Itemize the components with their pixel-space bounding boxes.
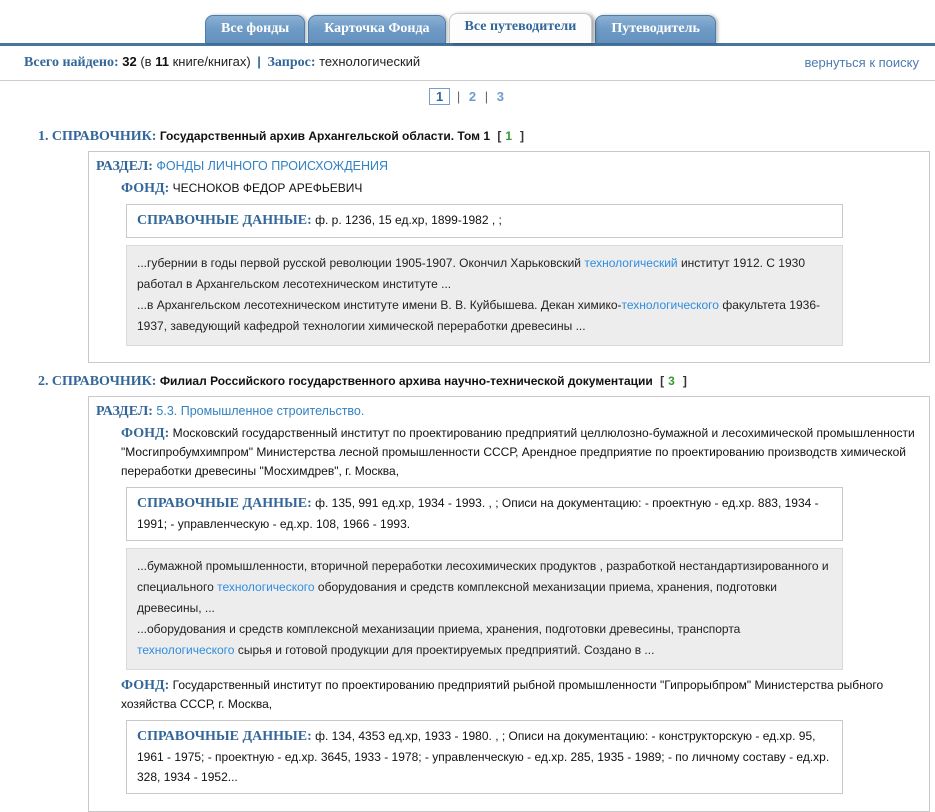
books-prefix: (в xyxy=(140,54,152,69)
found-count: 32 xyxy=(122,54,137,69)
refdata-label: СПРАВОЧНЫЕ ДАННЫЕ: xyxy=(137,729,312,744)
pagination-page-3[interactable]: 3 xyxy=(496,89,504,104)
handbook-title: Филиал Российского государственного архива научно-технической документации xyxy=(159,374,653,388)
reference-data-box xyxy=(126,487,843,541)
tab-fund-card[interactable]: Карточка Фонда xyxy=(308,15,445,43)
pagination-current-page: 1 xyxy=(429,88,450,105)
fund-line xyxy=(121,676,927,714)
section-line xyxy=(96,404,929,420)
refdata-label: СПРАВОЧНЫЕ ДАННЫЕ: xyxy=(137,496,312,511)
fund-label: ФОНД: xyxy=(121,678,170,693)
fund-block xyxy=(121,424,927,670)
reference-data-box xyxy=(126,204,843,238)
count-bracket-open: [ xyxy=(497,129,502,143)
snippet-box xyxy=(126,245,843,346)
result-box xyxy=(88,396,930,812)
query-value: технологический xyxy=(319,54,421,69)
count-bracket-open: [ xyxy=(660,374,665,388)
fund-name: Московский государственный институт по проектированию предприятий целлюлозно-бумажной и лесохимической промышленности "Мосгипробумхимпром" Министерства лесной промышленности СССР, Арендное предприятие по проектированию производств химической переработки древесины "Мосхимдрев", г. Москва, xyxy=(121,426,915,478)
books-count: 11 xyxy=(155,54,169,69)
fund-block xyxy=(121,179,927,346)
tab-all-funds[interactable]: Все фонды xyxy=(205,15,305,43)
result-header xyxy=(38,128,930,145)
refdata-value: ф. 134, 4353 ед.хр, 1933 - 1980. , ; Описи на документацию: - конструкторскую - ед.хр. 95, 1961 - 1975; - проектную - ед.хр. 3645, 1933 - 1978; - управленческую - ед.хр. 285, 1935 - 1989; - по личному составу - ед.хр. 328, 1934 - 1952... xyxy=(137,729,830,784)
tab-all-guides[interactable]: Все путеводители xyxy=(449,13,593,43)
results-list xyxy=(0,110,935,812)
pagination-separator: | xyxy=(484,89,489,104)
back-to-search-link[interactable]: вернуться к поиску xyxy=(804,55,919,70)
refdata-value: ф. р. 1236, 15 ед.хр, 1899-1982 , ; xyxy=(315,213,502,227)
count-bracket-close: ] xyxy=(520,129,525,143)
hit-count[interactable]: 3 xyxy=(668,374,675,388)
result-header xyxy=(38,373,930,390)
section-label: РАЗДЕЛ: xyxy=(96,404,153,419)
search-results-page xyxy=(0,14,935,784)
snippet-fragment: ...бумажной промышленности, вторичной переработки лесохимических продуктов , разработкой нестандартизированного и специального технологического оборудования и средств комплексной механизации приема, хранения, подготовки древесины, ... xyxy=(137,559,829,615)
handbook-label: СПРАВОЧНИК: xyxy=(51,129,157,144)
fund-line xyxy=(121,424,927,481)
refdata-value: ф. 135, 991 ед.хр, 1934 - 1993. , ; Описи на документацию: - проектную - ед.хр. 883, 1934 - 1991; - управленческую - ед.хр. 108, 1966 - 1993. xyxy=(137,496,819,531)
pagination-page-2[interactable]: 2 xyxy=(468,89,477,104)
refdata-label: СПРАВОЧНЫЕ ДАННЫЕ: xyxy=(137,213,312,228)
tab-guide[interactable]: Путеводитель xyxy=(595,15,716,43)
snippet-fragment: ...в Архангельском лесотехническом институте имени В. В. Куйбышева. Декан химико-технологического факультета 1936-1937, заведующий кафедрой технологии химической переработки древесины ... xyxy=(137,298,820,333)
fund-line xyxy=(121,179,927,198)
result-item-2 xyxy=(0,373,935,812)
section-label: РАЗДЕЛ: xyxy=(96,159,153,174)
fund-name: Государственный институт по проектированию предприятий рыбной промышленности "Гипрорыбпром" Министерства рыбного хозяйства СССР, г. Москва, xyxy=(121,678,884,711)
fund-label: ФОНД: xyxy=(121,426,170,441)
fund-label: ФОНД: xyxy=(121,181,170,196)
results-summary xyxy=(24,54,420,71)
tab-bar xyxy=(205,14,935,43)
section-line xyxy=(96,159,929,175)
reference-data-box xyxy=(126,720,843,794)
snippet-box xyxy=(126,548,843,670)
snippet-fragment: ...оборудования и средств комплексной механизации приема, хранения, подготовки древесины, транспорта технологического сырья и готовой продукции для проектируемых предприятий. Создано в ... xyxy=(137,622,741,657)
pagination-separator: | xyxy=(456,89,461,104)
handbook-title: Государственный архив Архангельской области. Том 1 xyxy=(159,129,490,143)
fund-block xyxy=(121,676,927,794)
hit-count[interactable]: 1 xyxy=(505,129,513,143)
section-link[interactable]: 5.3. Промышленное строительство. xyxy=(156,404,365,418)
result-number: 2. xyxy=(38,374,49,389)
summary-separator: | xyxy=(257,54,261,69)
books-suffix: книге/книгах) xyxy=(172,54,251,69)
found-label: Всего найдено: xyxy=(24,55,119,70)
result-number: 1. xyxy=(38,129,49,144)
snippet-fragment: ...губернии в годы первой русской революции 1905-1907. Окончил Харьковский технологический институт 1912. С 1930 работал в Архангельском лесотехническом институте ... xyxy=(137,256,805,291)
fund-name: ЧЕСНОКОВ ФЕДОР АРЕФЬЕВИЧ xyxy=(172,181,363,195)
result-item-1 xyxy=(0,128,935,363)
count-bracket-close: ] xyxy=(682,374,687,388)
pagination xyxy=(0,81,935,110)
results-summary-row xyxy=(0,46,935,81)
result-box xyxy=(88,151,930,363)
handbook-label: СПРАВОЧНИК: xyxy=(51,374,157,389)
query-label: Запрос: xyxy=(267,55,316,70)
section-link[interactable]: ФОНДЫ ЛИЧНОГО ПРОИСХОЖДЕНИЯ xyxy=(156,159,389,173)
